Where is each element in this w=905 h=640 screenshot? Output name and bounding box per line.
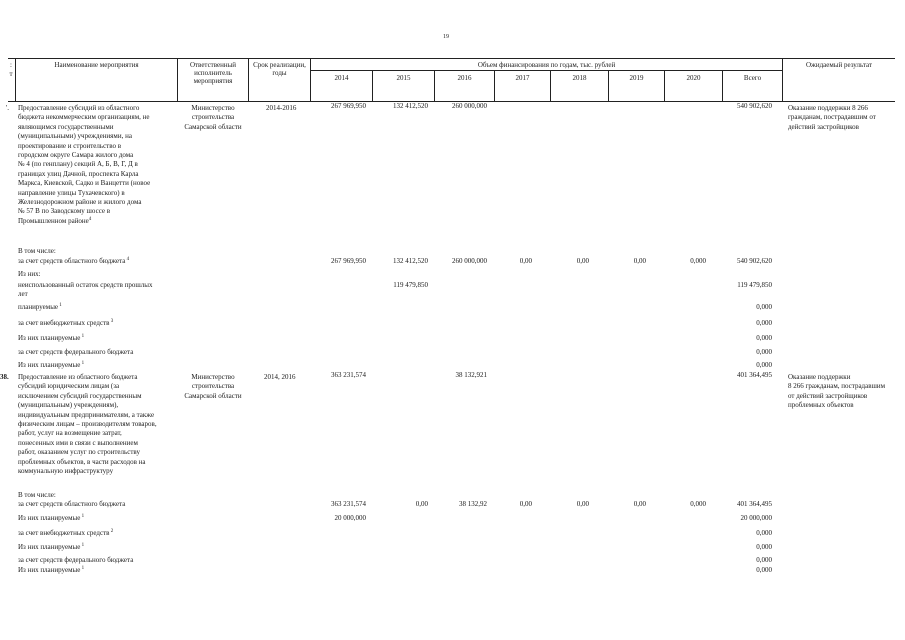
header-year: 2014 <box>334 74 349 82</box>
measure-name: Предоставление из областного бюджета субсидий юридическим лицам (за исключением субсидий государственным (муниципальным) учреждениям), индивидуальным предпринимателям, а также физическим лицам – производителям товаров, работ, услуг на возмещение затрат, понесенных ими в связи с выполнением работ, оказанием услуг по строительству проблемных объектов, в части расходов на коммунальную инфраструктуру <box>18 373 157 476</box>
header-year: 2019 <box>629 74 644 82</box>
measure-name-text: Предоставление субсидий из областного бюджета некоммерческим организациям, не являющимся государственными (муниципальными) учреждениями, на проектирование и строительство в городском округе Самара жилого дома № 4 (по генплану) секций А, Б, В, Г, Д в границах улиц Дачной, проспекта Карла Маркса, Киевской, Садко и Ванцетти (новое направление улицы Тухачевского) в Железнодорожном районе и жилого дома № 57 В по Заводскому шоссе в Промышленном районе <box>18 104 151 225</box>
sub-row-label <box>18 529 113 538</box>
header-year: 2020 <box>686 74 701 82</box>
sub-row-label-text: за счет средств областного бюджета <box>18 500 126 508</box>
value-cell: 0,00 <box>576 257 589 265</box>
sub-row-label <box>18 566 84 575</box>
sub-row-label <box>18 334 84 343</box>
header-top-rule <box>8 58 895 59</box>
footnote-mark: 1 <box>80 543 85 548</box>
value-cell: 267 969,950 <box>331 102 366 110</box>
sub-row-label-text: за счет внебюджетных средств <box>18 529 110 537</box>
footnote-mark: 1 <box>58 303 62 308</box>
sub-row-label-text: Из них планируемые <box>18 361 81 369</box>
value-total-cell: 20 000,000 <box>740 514 772 522</box>
in-that-label: В том числе: <box>18 247 56 255</box>
sub-row-label-text: неиспользованный остаток средств прошлых лет <box>18 281 153 299</box>
value-cell: 267 969,950 <box>331 257 366 265</box>
value-cell: 0,00 <box>633 500 646 508</box>
sub-row-label-text: за счет средств федерального бюджета <box>18 556 134 564</box>
value-total-cell: 0,000 <box>756 334 772 342</box>
footnote-mark: 1 <box>80 514 85 519</box>
value-cell: 0,00 <box>519 500 532 508</box>
footnote-mark: 2 <box>109 529 114 534</box>
value-cell: 0,00 <box>576 500 589 508</box>
header-year: 2017 <box>515 74 530 82</box>
measure-responsible: Министерство строительства Самарской области <box>184 104 242 131</box>
value-total-cell: 0,000 <box>756 566 772 574</box>
header-year-total: Всего <box>743 74 762 82</box>
header-name: Наименование мероприятия <box>54 61 139 69</box>
header-result: Ожидаемый результат <box>805 61 873 69</box>
value-cell: 0,00 <box>633 257 646 265</box>
measure-period: 2014-2016 <box>266 104 297 112</box>
header-year: 2016 <box>457 74 472 82</box>
value-total-cell: 0,000 <box>756 303 772 311</box>
footnote-mark: 4 <box>88 216 92 222</box>
value-total-cell: 540 902,620 <box>737 102 772 110</box>
sub-row-label <box>18 556 133 565</box>
value-cell: 260 000,000 <box>452 257 487 265</box>
value-cell: 38 132,921 <box>455 371 487 379</box>
value-cell: 0,000 <box>690 257 706 265</box>
sub-row-label <box>18 281 153 300</box>
value-cell: 0,00 <box>415 500 428 508</box>
in-that-label: В том числе: <box>18 491 56 499</box>
sub-row-label <box>18 257 129 266</box>
value-cell: 38 132,92 <box>459 500 487 508</box>
sub-row-label <box>18 303 62 312</box>
value-total-cell: 0,000 <box>756 529 772 537</box>
sub-row-label <box>18 348 133 357</box>
footnote-mark: 1 <box>80 361 85 366</box>
value-total-cell: 401 364,495 <box>737 500 772 508</box>
sub-row-label <box>18 270 41 279</box>
header-year: 2018 <box>572 74 587 82</box>
sub-row-label <box>18 514 84 523</box>
value-cell: 363 231,574 <box>331 500 366 508</box>
sub-row-label-text: за счет внебюджетных средств <box>18 319 110 327</box>
sub-row-label-text: за счет средств областного бюджета <box>18 257 126 265</box>
value-total-cell: 0,000 <box>756 348 772 356</box>
sub-row-label-text: Из них планируемые <box>18 334 81 342</box>
footnote-mark: 3 <box>109 319 114 324</box>
sub-row-label-text: за счет средств федерального бюджета <box>18 348 134 356</box>
sub-row-label <box>18 543 84 552</box>
value-total-cell: 0,000 <box>756 543 772 551</box>
measure-number: 38. <box>0 373 9 381</box>
measure-period: 2014, 2016 <box>264 373 296 381</box>
header-col-num: : т <box>9 61 13 78</box>
value-cell: 20 000,000 <box>334 514 366 522</box>
sub-row-label-text: Из них планируемые <box>18 543 81 551</box>
value-cell: 260 000,000 <box>452 102 487 110</box>
value-total-cell: 401 364,495 <box>737 371 772 379</box>
page-number: 19 <box>443 34 449 40</box>
sub-row-label-text: планируемые <box>18 303 59 311</box>
header-year: 2015 <box>396 74 411 82</box>
header-funding: Объем финансирования по годам, тыс. рублей <box>477 61 616 69</box>
footnote-mark: 1 <box>80 334 85 339</box>
measure-name <box>18 104 150 226</box>
measure-result: Оказание поддержки 8 266 гражданам, пострадавшим от действий застройщиков проблемных объектов <box>788 373 886 410</box>
header-responsible: Ответственный исполнитель мероприятия <box>189 61 237 85</box>
value-cell: 0,000 <box>690 500 706 508</box>
footnote-mark: 1 <box>80 566 85 571</box>
measure-number: '. <box>6 104 10 112</box>
sub-row-label-text: Из них: <box>18 270 41 278</box>
value-cell: 363 231,574 <box>331 371 366 379</box>
years-rule <box>310 70 782 71</box>
footnote-mark: 4 <box>125 257 130 262</box>
value-total-cell: 540 902,620 <box>737 257 772 265</box>
value-cell: 119 479,850 <box>393 281 428 289</box>
value-total-cell: 0,000 <box>756 319 772 327</box>
value-total-cell: 0,000 <box>756 556 772 564</box>
measure-result: Оказание поддержки 8 266 гражданам, пострадавшим от действий застройщиков <box>788 104 876 131</box>
value-total-cell: 119 479,850 <box>737 281 772 289</box>
sub-row-label <box>18 500 125 509</box>
sub-row-label-text: Из них планируемые <box>18 514 81 522</box>
value-total-cell: 0,000 <box>756 361 772 369</box>
sub-row-label-text: Из них планируемые <box>18 566 81 574</box>
sub-row-label <box>18 361 84 370</box>
sub-row-label <box>18 319 113 328</box>
value-cell: 132 412,520 <box>393 257 428 265</box>
measure-responsible: Министерство строительства Самарской области <box>184 373 242 400</box>
header-period: Срок реализации, годы <box>253 61 306 77</box>
value-cell: 0,00 <box>519 257 532 265</box>
value-cell: 132 412,520 <box>393 102 428 110</box>
